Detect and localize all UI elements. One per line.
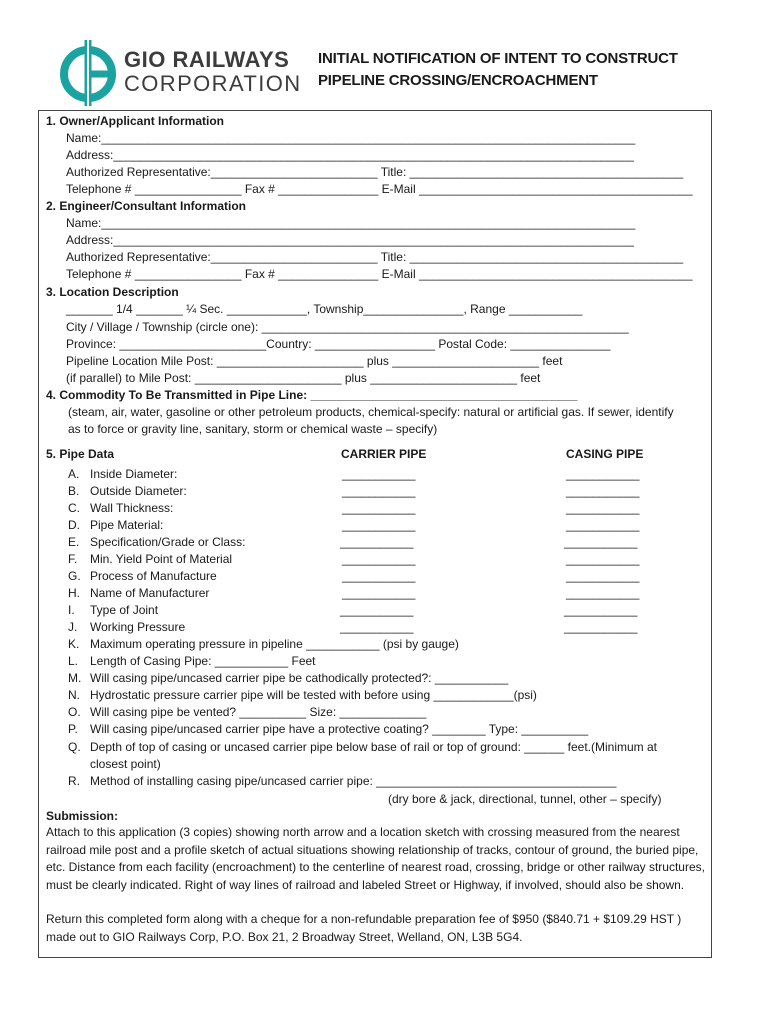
submission-heading: Submission: (46, 809, 119, 823)
pipe-row-letter: G. (68, 569, 81, 583)
casing-length-field[interactable]: Length of Casing Pipe: ___________ Feet (90, 654, 316, 668)
pipe-row-label: Process of Manufacture (90, 569, 217, 583)
engineer-representative-field[interactable]: Authorized Representative:_________________________ Title: _________________________________________ (66, 250, 684, 264)
cathodic-protection-field[interactable]: Will casing pipe/uncased carrier pipe be cathodically protected?: ___________ (90, 671, 509, 685)
casing-blank-field[interactable]: ___________ (564, 620, 638, 634)
location-sec-township-field[interactable]: _______ 1/4 _______ ¼ Sec. ____________, Township_______________, Range ___________ (66, 302, 583, 316)
carrier-blank-field[interactable]: ___________ (340, 535, 414, 549)
carrier-blank-field[interactable]: ___________ (342, 484, 416, 498)
casing-blank-field[interactable]: ___________ (566, 467, 640, 481)
gio-logo-icon (58, 36, 120, 106)
pipe-data-heading: 5. Pipe Data (46, 447, 115, 461)
engineer-section-heading: 2. Engineer/Consultant Information (46, 199, 247, 213)
pipe-row-letter: N. (68, 688, 80, 702)
carrier-blank-field[interactable]: ___________ (342, 501, 416, 515)
location-milepost-field[interactable]: Pipeline Location Mile Post: ______________________ plus ______________________ feet (66, 354, 563, 368)
location-province-field[interactable]: Province: ______________________Country: __________________ Postal Code: _______________ (66, 337, 611, 351)
casing-blank-field[interactable]: ___________ (566, 552, 640, 566)
hydrostatic-test-field[interactable]: Hydrostatic pressure carrier pipe will be tested with before using ____________(psi) (90, 688, 537, 702)
pipe-row-label: Min. Yield Point of Material (90, 552, 233, 566)
owner-address-field[interactable]: Address:______________________________________________________________________________ (66, 148, 634, 162)
pipe-row-letter: C. (68, 501, 80, 515)
pipe-row-letter: M. (68, 671, 82, 685)
logo-name: GIO RAILWAYS (124, 47, 290, 72)
pipe-row-letter: Q. (68, 740, 81, 754)
casing-blank-field[interactable]: ___________ (564, 603, 638, 617)
casing-blank-field[interactable]: ___________ (566, 586, 640, 600)
engineer-contact-field[interactable]: Telephone # ________________ Fax # _______________ E-Mail _________________________________________ (66, 267, 693, 281)
carrier-blank-field[interactable]: ___________ (342, 518, 416, 532)
owner-contact-field[interactable]: Telephone # ________________ Fax # _______________ E-Mail _________________________________________ (66, 182, 693, 196)
pipe-depth-continued: closest point) (90, 757, 161, 771)
pipe-row-letter: K. (68, 637, 80, 651)
form-title-line2: PIPELINE CROSSING/ENCROACHMENT (318, 72, 598, 89)
owner-section-heading: 1. Owner/Applicant Information (46, 114, 225, 128)
casing-blank-field[interactable]: ___________ (566, 518, 640, 532)
pipe-row-letter: I. (68, 603, 75, 617)
pipe-row-label: Name of Manufacturer (90, 586, 210, 600)
location-section-heading: 3. Location Description (46, 285, 179, 299)
pipe-row-letter: L. (68, 654, 79, 668)
carrier-blank-field[interactable]: ___________ (340, 603, 414, 617)
pipe-row-letter: O. (68, 705, 81, 719)
commodity-note-line2: as to force or gravity line, sanitary, storm or chemical waste – specify) (68, 422, 438, 436)
pipe-row-label: Inside Diameter: (90, 467, 178, 481)
pipe-row-letter: P. (68, 722, 78, 736)
casing-blank-field[interactable]: ___________ (564, 535, 638, 549)
submission-return-instructions: Return this completed form along with a cheque for a non-refundable preparation fee of $950 ($840.71 + $109.29 HST ) made out to GIO Railways Corp, P.O. Box 21, 2 Broadway Street, Welland, ON, L3B 5G4. (46, 912, 682, 944)
pipe-row-letter: B. (68, 484, 80, 498)
casing-vented-field[interactable]: Will casing pipe be vented? __________ Size: _____________ (90, 705, 427, 719)
pipe-row-label: Wall Thickness: (90, 501, 174, 515)
location-city-field[interactable]: City / Village / Township (circle one): _______________________________________________________ (66, 320, 629, 334)
pipe-row-label: Specification/Grade or Class: (90, 535, 246, 549)
max-pressure-field[interactable]: Maximum operating pressure in pipeline ___________ (psi by gauge) (90, 637, 459, 651)
carrier-blank-field[interactable]: ___________ (342, 569, 416, 583)
commodity-field[interactable]: 4. Commodity To Be Transmitted in Pipe Line: ________________________________________ (46, 388, 578, 402)
casing-blank-field[interactable]: ___________ (566, 501, 640, 515)
pipe-row-label: Working Pressure (90, 620, 186, 634)
install-method-field[interactable]: Method of installing casing pipe/uncased carrier pipe: ____________________________________ (90, 774, 617, 788)
owner-name-field[interactable]: Name:________________________________________________________________________________ (66, 131, 636, 145)
pipe-row-label: Outside Diameter: (90, 484, 187, 498)
engineer-name-field[interactable]: Name:________________________________________________________________________________ (66, 216, 636, 230)
commodity-note-line1: (steam, air, water, gasoline or other petroleum products, chemical-specify: natural or artificial gas. If sewer, identify (68, 405, 674, 419)
carrier-blank-field[interactable]: ___________ (342, 467, 416, 481)
owner-representative-field[interactable]: Authorized Representative:_________________________ Title: _________________________________________ (66, 165, 684, 179)
casing-blank-field[interactable]: ___________ (566, 569, 640, 583)
casing-pipe-header: CASING PIPE (566, 447, 644, 461)
casing-blank-field[interactable]: ___________ (566, 484, 640, 498)
carrier-blank-field[interactable]: ___________ (340, 620, 414, 634)
submission-instructions: Attach to this application (3 copies) showing north arrow and a location sketch with crossing measured from the nearest railroad mile post and a profile sketch of actual situations showing relationship of tracks, contour of ground, the buried pipe, etc. Distance from each facility (encroachment) to the centerline of nearest road, crossing, bridge or other railway structures, must be clearly indicated. Right of way lines of railroad and labeled Street or Highway, if involved, should also be shown. (46, 825, 705, 892)
pipe-row-letter: H. (68, 586, 80, 600)
pipe-row-letter: E. (68, 535, 80, 549)
install-method-note: (dry bore & jack, directional, tunnel, other – specify) (388, 792, 662, 806)
pipe-row-letter: D. (68, 518, 80, 532)
company-logo (58, 36, 302, 106)
pipe-row-letter: A. (68, 467, 80, 481)
protective-coating-field[interactable]: Will casing pipe/uncased carrier pipe have a protective coating? ________ Type: __________ (90, 722, 589, 736)
pipe-row-label: Type of Joint (90, 603, 159, 617)
logo-subname: CORPORATION (124, 71, 302, 96)
carrier-blank-field[interactable]: ___________ (342, 586, 416, 600)
carrier-blank-field[interactable]: ___________ (342, 552, 416, 566)
pipe-row-label: Pipe Material: (90, 518, 164, 532)
carrier-pipe-header: CARRIER PIPE (341, 447, 427, 461)
location-to-milepost-field[interactable]: (if parallel) to Mile Post: ______________________ plus ______________________ feet (66, 371, 541, 385)
pipe-row-letter: J. (68, 620, 78, 634)
form-title-line1: INITIAL NOTIFICATION OF INTENT TO CONSTRUCT (318, 50, 678, 67)
engineer-address-field[interactable]: Address:______________________________________________________________________________ (66, 233, 634, 247)
form-title (318, 48, 678, 92)
pipe-depth-field[interactable]: Depth of top of casing or uncased carrier pipe below base of rail or top of ground: ______ feet.(Minimum at (90, 740, 657, 754)
pipe-row-letter: F. (68, 552, 78, 566)
pipe-row-letter: R. (68, 774, 80, 788)
